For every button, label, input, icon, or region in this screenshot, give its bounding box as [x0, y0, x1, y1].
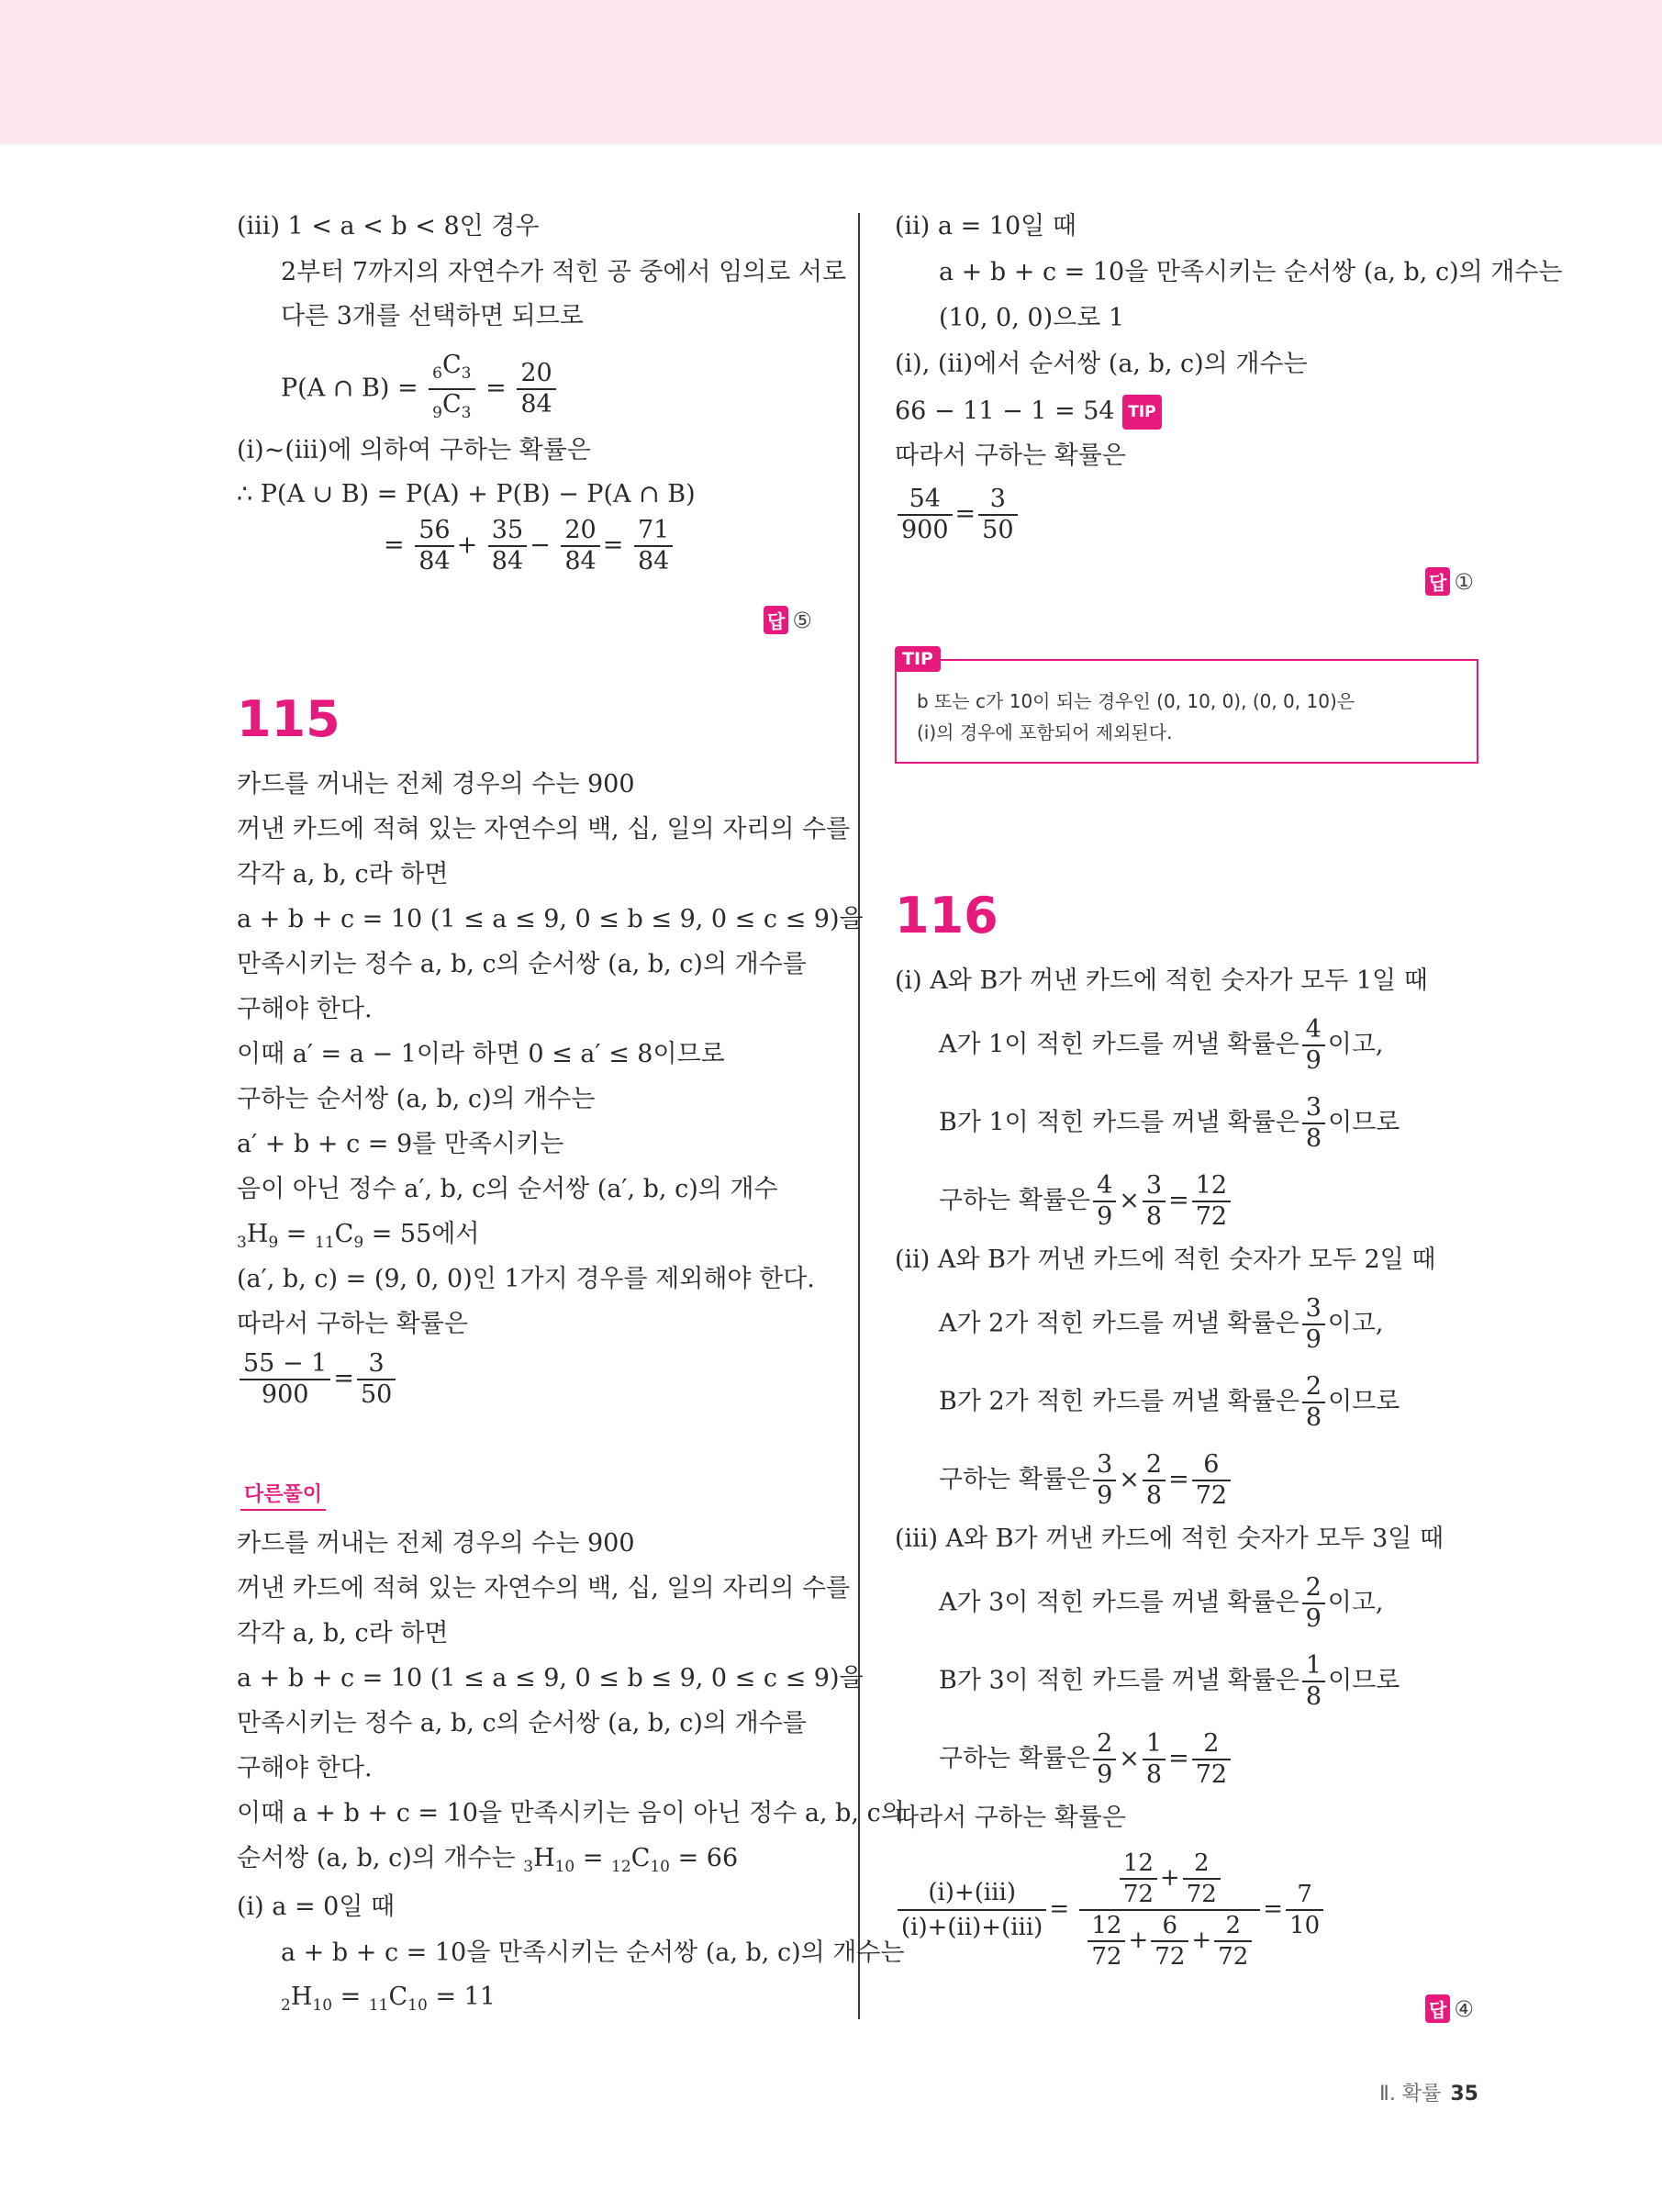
- c1c-d2: 8: [1145, 1202, 1163, 1231]
- answer-114: [764, 606, 812, 634]
- c1a-pre: A가 1이 적힌 카드를 꺼낼 확률은: [939, 1030, 1299, 1059]
- fin-eq1: =: [1049, 1895, 1070, 1923]
- u-f1-den: 84: [418, 547, 451, 575]
- a11-f: C: [388, 1983, 408, 2011]
- l11-b: H: [246, 1220, 269, 1248]
- fin3-den: 10: [1289, 1912, 1321, 1939]
- answer-badge: 답: [764, 606, 788, 634]
- p-inter-f1-num-k: 3: [461, 364, 472, 383]
- p-inter-f2-num: 20: [517, 359, 555, 390]
- p-inter-lhs: P(A ∩ B) =: [281, 374, 418, 403]
- c1c-d1: 9: [1097, 1202, 1113, 1231]
- r-l3: (10, 0, 0)으로 1: [939, 304, 1125, 332]
- answer-value-115: ①: [1454, 569, 1474, 595]
- union-line: ∴ P(A ∪ B) = P(A) + P(B) − P(A ∩ B): [237, 480, 696, 508]
- c2-title: (ⅱ) A와 B가 꺼낸 카드에 적힌 숫자가 모두 2일 때: [895, 1246, 1436, 1274]
- a8-g: C: [630, 1844, 651, 1872]
- alt-l5: 만족시키는 정수 a, b, c의 순서쌍 (a, b, c)의 개수를: [237, 1709, 807, 1737]
- tip-line2: (ⅰ)의 경우에 포함되어 제외된다.: [917, 721, 1173, 743]
- fin2-d-b: 72: [1091, 1943, 1122, 1971]
- s115-l7: 이때 a′ = a − 1이라 하면 0 ≤ a′ ≤ 8이므로: [237, 1040, 725, 1068]
- final-expression: [895, 1849, 1326, 1972]
- footer-chapter: Ⅱ. 확률: [1379, 2083, 1442, 2106]
- fin-frac2: [1079, 1849, 1260, 1972]
- c2c: [939, 1450, 1233, 1511]
- c2c-d1: 9: [1097, 1481, 1113, 1510]
- fin-eq2: =: [1263, 1895, 1284, 1923]
- c2c-pre: 구하는 확률은: [939, 1465, 1091, 1494]
- p-inter-f1-num-sub: 6: [432, 364, 442, 383]
- c3a-frac: [1302, 1573, 1325, 1634]
- union-eq: [384, 516, 675, 576]
- c1b-den: 8: [1305, 1124, 1322, 1153]
- c3c-d3: 72: [1195, 1760, 1228, 1789]
- c3b-num: 1: [1302, 1651, 1325, 1682]
- p-inter-f2-den: 84: [520, 390, 552, 419]
- fin2-n-c: 2: [1183, 1849, 1221, 1880]
- final-intro: 따라서 구하는 확률은: [895, 1804, 1126, 1832]
- fin2-n-a: 12: [1120, 1849, 1157, 1880]
- s115-f1-num: 55 − 1: [240, 1349, 330, 1380]
- c1c-n3: 12: [1192, 1171, 1231, 1202]
- p-inter-eq: =: [485, 374, 507, 403]
- s115-eq: =: [333, 1364, 354, 1393]
- s115-l10: 음이 아닌 정수 a′, b, c의 순서쌍 (a′, b, c)의 개수: [237, 1175, 778, 1203]
- p-inter-f1-den-k: 3: [461, 404, 472, 422]
- c3c: [939, 1729, 1233, 1790]
- union-f2: [488, 516, 527, 576]
- c1a: [939, 1015, 1384, 1076]
- fin-den: (ⅰ)+(ⅱ)+(ⅲ): [901, 1914, 1043, 1941]
- s115-l5: 만족시키는 정수 a, b, c의 순서쌍 (a, b, c)의 개수를: [237, 950, 807, 978]
- c1b-post: 이므로: [1328, 1108, 1400, 1137]
- alt-l6: 구해야 한다.: [237, 1754, 373, 1782]
- alt-l3: 각각 a, b, c라 하면: [237, 1619, 449, 1648]
- fin2-d-f2: [1151, 1911, 1188, 1972]
- c1c-n2: 3: [1143, 1171, 1166, 1202]
- c1b: [939, 1093, 1400, 1154]
- a8-h: 10: [650, 1858, 670, 1876]
- c3a-num: 2: [1302, 1573, 1325, 1604]
- r-result: [895, 485, 1021, 545]
- p-intersection-eq: [281, 351, 559, 428]
- c2b-frac: [1302, 1372, 1325, 1433]
- s115-l12: (a′, b, c) = (9, 0, 0)인 1가지 경우를 제외해야 한다.: [237, 1265, 815, 1293]
- l11-g: 9: [353, 1234, 364, 1252]
- fin2-n-plus: +: [1159, 1864, 1180, 1892]
- c1-title: (ⅰ) A와 B가 꺼낸 카드에 적힌 숫자가 모두 1일 때: [895, 966, 1428, 995]
- c3a: [939, 1573, 1384, 1634]
- union-f3: [561, 516, 599, 576]
- a11-b: H: [290, 1983, 313, 2011]
- fin2-d-c: 6: [1151, 1911, 1188, 1942]
- s115-l9: a′ + b + c = 9를 만족시키는: [237, 1130, 564, 1158]
- a11-d: =: [332, 1983, 369, 2011]
- s115-l8: 구하는 순서쌍 (a, b, c)의 개수는: [237, 1085, 596, 1113]
- s115-l4: a + b + c = 10 (1 ≤ a ≤ 9, 0 ≤ b ≤ 9, 0 ≤ c ≤ 9)을: [237, 905, 864, 933]
- c2a-den: 9: [1305, 1325, 1322, 1354]
- l11-c: 9: [268, 1234, 279, 1252]
- l11-h: = 55에서: [363, 1220, 480, 1248]
- c3c-n1: 2: [1093, 1729, 1116, 1760]
- s115-f2-num: 3: [357, 1349, 396, 1380]
- c3b-pre: B가 3이 적힌 카드를 꺼낼 확률은: [939, 1666, 1299, 1695]
- c2c-f2: [1143, 1450, 1166, 1511]
- c2a-post: 이고,: [1327, 1309, 1384, 1338]
- a11-h: = 11: [427, 1983, 496, 2011]
- alt-l9: (ⅰ) a = 0일 때: [237, 1893, 396, 1921]
- fin3-num: 7: [1286, 1880, 1323, 1911]
- c3-title: (ⅲ) A와 B가 꺼낸 카드에 적힌 숫자가 모두 3일 때: [895, 1525, 1444, 1553]
- r-f2-den: 50: [982, 516, 1014, 544]
- s115-f2: [357, 1349, 396, 1410]
- c2b: [939, 1372, 1400, 1433]
- page-footer: [1379, 2078, 1478, 2106]
- answer-value-116: ④: [1454, 1996, 1474, 2022]
- u-plus: +: [456, 531, 478, 560]
- header-band: [0, 0, 1662, 144]
- fin2-d-f3: [1214, 1911, 1252, 1972]
- c2c-f3: [1192, 1450, 1231, 1511]
- p-inter-f1-num-c: C: [442, 351, 462, 379]
- fin2-d-e: 2: [1214, 1911, 1252, 1942]
- alt-l11: [281, 1982, 496, 2021]
- p-inter-frac2: [517, 359, 555, 419]
- c3a-den: 9: [1305, 1604, 1322, 1633]
- c2c-f1: [1093, 1450, 1116, 1511]
- fin2-n-d: 72: [1186, 1881, 1217, 1908]
- answer-115: [1425, 567, 1474, 596]
- fin2-numerator: [1079, 1849, 1260, 1911]
- a8-a: 순서쌍 (a, b, c)의 개수는: [237, 1844, 524, 1872]
- fin-frac1: [898, 1876, 1046, 1944]
- c1c: [939, 1171, 1233, 1232]
- r-l5-text: 66 − 11 − 1 = 54: [895, 397, 1115, 426]
- r-f1-num: 54: [898, 485, 953, 516]
- answer-116: [1425, 1994, 1474, 2023]
- answer-badge-115: 답: [1425, 567, 1450, 596]
- c1c-eq: =: [1168, 1186, 1189, 1215]
- r-f2: [978, 485, 1017, 545]
- c3c-times: ×: [1119, 1744, 1140, 1773]
- summary-line: (ⅰ)~(ⅲ)에 의하여 구하는 확률은: [237, 436, 591, 464]
- s115-l2: 꺼낸 카드에 적혀 있는 자연수의 백, 십, 일의 자리의 수를: [237, 815, 851, 843]
- c2c-eq: =: [1168, 1465, 1189, 1494]
- r-l2: a + b + c = 10을 만족시키는 순서쌍 (a, b, c)의 개수는: [939, 258, 1563, 286]
- alt-l8: [237, 1843, 738, 1882]
- c3a-post: 이고,: [1327, 1588, 1384, 1617]
- c3b-den: 8: [1305, 1682, 1322, 1711]
- c2c-d3: 72: [1195, 1481, 1228, 1510]
- c2c-d2: 8: [1145, 1481, 1163, 1510]
- fin-frac3: [1286, 1880, 1323, 1940]
- c2c-n1: 3: [1093, 1450, 1116, 1481]
- a8-d: 10: [554, 1858, 575, 1876]
- c3c-eq: =: [1168, 1744, 1189, 1773]
- c3c-d2: 8: [1145, 1760, 1163, 1789]
- alt-l2: 꺼낸 카드에 적혀 있는 자연수의 백, 십, 일의 자리의 수를: [237, 1574, 851, 1603]
- u-f4-num: 71: [634, 516, 673, 547]
- a11-g: 10: [407, 1996, 428, 2015]
- c3c-f1: [1093, 1729, 1116, 1790]
- s115-l6: 구해야 한다.: [237, 995, 373, 1023]
- fin2-d-plus1: +: [1128, 1927, 1149, 1954]
- column-divider: [858, 213, 860, 2019]
- fin-num: (ⅰ)+(ⅲ): [898, 1876, 1046, 1911]
- fin2-n-f2: [1183, 1849, 1221, 1909]
- problem-number-116: 116: [895, 887, 998, 944]
- c3a-pre: A가 3이 적힌 카드를 꺼낼 확률은: [939, 1588, 1299, 1617]
- page-number: 35: [1450, 2083, 1478, 2106]
- l11-f: C: [334, 1220, 354, 1248]
- answer-badge-116: 답: [1425, 1994, 1450, 2023]
- s115-l3: 각각 a, b, c라 하면: [237, 860, 449, 888]
- fin2-d-d: 72: [1154, 1943, 1186, 1971]
- r-eq: =: [954, 499, 976, 529]
- c1a-num: 4: [1302, 1015, 1325, 1046]
- c2b-num: 2: [1302, 1372, 1325, 1403]
- r-f1-den: 900: [901, 516, 949, 544]
- a8-f: 12: [611, 1858, 631, 1876]
- c3c-d1: 9: [1097, 1760, 1113, 1789]
- u-eq: =: [602, 531, 624, 560]
- c1a-den: 9: [1305, 1046, 1322, 1075]
- c1c-f2: [1143, 1171, 1166, 1232]
- union-eq-lead: =: [384, 531, 405, 560]
- tip-label: TIP: [895, 646, 941, 672]
- case3-line1: 2부터 7까지의 자연수가 적힌 공 중에서 임의로 서로: [281, 258, 847, 286]
- p-inter-frac1: [429, 351, 474, 428]
- c1c-f1: [1093, 1171, 1116, 1232]
- c1a-post: 이고,: [1327, 1030, 1384, 1059]
- c1c-times: ×: [1119, 1186, 1140, 1215]
- s115-l13: 따라서 구하는 확률은: [237, 1310, 468, 1338]
- problem-number-115: 115: [237, 690, 340, 748]
- u-f3-den: 84: [564, 547, 597, 575]
- c1c-d3: 72: [1195, 1202, 1228, 1231]
- r-l6: 따라서 구하는 확률은: [895, 441, 1126, 470]
- c2a-frac: [1302, 1294, 1325, 1355]
- c3c-f2: [1143, 1729, 1166, 1790]
- answer-value: ⑤: [792, 608, 812, 633]
- u-f3-num: 20: [561, 516, 599, 547]
- union-f1: [415, 516, 453, 576]
- case3-title: (ⅲ) 1 < a < b < 8인 경우: [237, 212, 540, 240]
- a8-e: =: [574, 1844, 612, 1872]
- union-f4: [634, 516, 673, 576]
- c2c-n2: 2: [1143, 1450, 1166, 1481]
- c3c-pre: 구하는 확률은: [939, 1744, 1091, 1773]
- c3b-post: 이므로: [1328, 1666, 1400, 1695]
- c2b-post: 이므로: [1328, 1387, 1400, 1416]
- c3c-n2: 1: [1143, 1729, 1166, 1760]
- tip-line1: b 또는 c가 10이 되는 경우인 (0, 10, 0), (0, 0, 10)은: [917, 690, 1355, 712]
- a8-c: H: [533, 1844, 555, 1872]
- c3c-f3: [1192, 1729, 1231, 1790]
- c2b-den: 8: [1305, 1403, 1322, 1432]
- u-minus: −: [530, 531, 551, 560]
- alt-l7: 이때 a + b + c = 10을 만족시키는 음이 아닌 정수 a, b, c의: [237, 1799, 905, 1827]
- fin2-n-f1: [1120, 1849, 1157, 1909]
- r-f2-num: 3: [978, 485, 1017, 516]
- l11-d: =: [278, 1220, 315, 1248]
- s115-l11: [237, 1219, 479, 1258]
- fin2-d-a: 12: [1088, 1911, 1125, 1942]
- s115-f1: [240, 1349, 330, 1410]
- s115-f2-den: 50: [360, 1380, 393, 1409]
- l11-e: 11: [315, 1234, 335, 1252]
- a11-e: 11: [368, 1996, 389, 2015]
- a11-c: 10: [312, 1996, 333, 2015]
- r-l1: (ⅱ) a = 10일 때: [895, 212, 1076, 240]
- c3b-frac: [1302, 1651, 1325, 1712]
- s115-f1-den: 900: [261, 1380, 309, 1409]
- l11-a: 3: [237, 1234, 247, 1252]
- a8-i: = 66: [670, 1844, 739, 1872]
- alt-l4: a + b + c = 10 (1 ≤ a ≤ 9, 0 ≤ b ≤ 9, 0 ≤ c ≤ 9)을: [237, 1664, 864, 1693]
- c1a-frac: [1302, 1015, 1325, 1076]
- r-f1: [898, 485, 953, 545]
- tip-ref-badge: TIP: [1122, 395, 1161, 430]
- c2a-num: 3: [1302, 1294, 1325, 1325]
- p-inter-f1-den-sub: 9: [432, 404, 442, 422]
- tip-box: [895, 649, 1478, 764]
- s115-l1: 카드를 꺼내는 전체 경우의 수는 900: [237, 770, 635, 799]
- c2a-pre: A가 2가 적힌 카드를 꺼낼 확률은: [939, 1309, 1299, 1338]
- c1c-f3: [1192, 1171, 1231, 1232]
- r-l5: [895, 395, 1162, 430]
- u-f1-num: 56: [415, 516, 453, 547]
- c2c-times: ×: [1119, 1465, 1140, 1494]
- a8-b: 3: [523, 1858, 534, 1876]
- alt-l1: 카드를 꺼내는 전체 경우의 수는 900: [237, 1529, 635, 1558]
- fin2-d-f: 72: [1218, 1943, 1249, 1971]
- u-f4-den: 84: [637, 547, 670, 575]
- alt-l10: a + b + c = 10을 만족시키는 순서쌍 (a, b, c)의 개수는: [281, 1938, 905, 1967]
- u-f2-num: 35: [488, 516, 527, 547]
- a11-a: 2: [281, 1996, 291, 2015]
- alt-solution-label: 다른풀이: [240, 1479, 326, 1511]
- p-inter-f1-den-c: C: [442, 390, 462, 419]
- fin2-n-b: 72: [1122, 1881, 1154, 1908]
- fin2-d-f1: [1088, 1911, 1125, 1972]
- c1b-frac: [1302, 1093, 1325, 1154]
- c1c-pre: 구하는 확률은: [939, 1186, 1091, 1215]
- c2b-pre: B가 2가 적힌 카드를 꺼낼 확률은: [939, 1387, 1299, 1416]
- s115-result: [237, 1349, 398, 1410]
- c1b-num: 3: [1302, 1093, 1325, 1124]
- c1b-pre: B가 1이 적힌 카드를 꺼낼 확률은: [939, 1108, 1299, 1137]
- c1c-n1: 4: [1093, 1171, 1116, 1202]
- case3-line2: 다른 3개를 선택하면 되므로: [281, 302, 584, 330]
- c2a: [939, 1294, 1384, 1355]
- c3c-n3: 2: [1192, 1729, 1231, 1760]
- r-l4: (ⅰ), (ⅱ)에서 순서쌍 (a, b, c)의 개수는: [895, 350, 1308, 378]
- fin2-d-plus2: +: [1191, 1927, 1212, 1954]
- fin2-denominator: [1079, 1911, 1260, 1972]
- c2c-n3: 6: [1192, 1450, 1231, 1481]
- c3b: [939, 1651, 1400, 1712]
- u-f2-den: 84: [491, 547, 524, 575]
